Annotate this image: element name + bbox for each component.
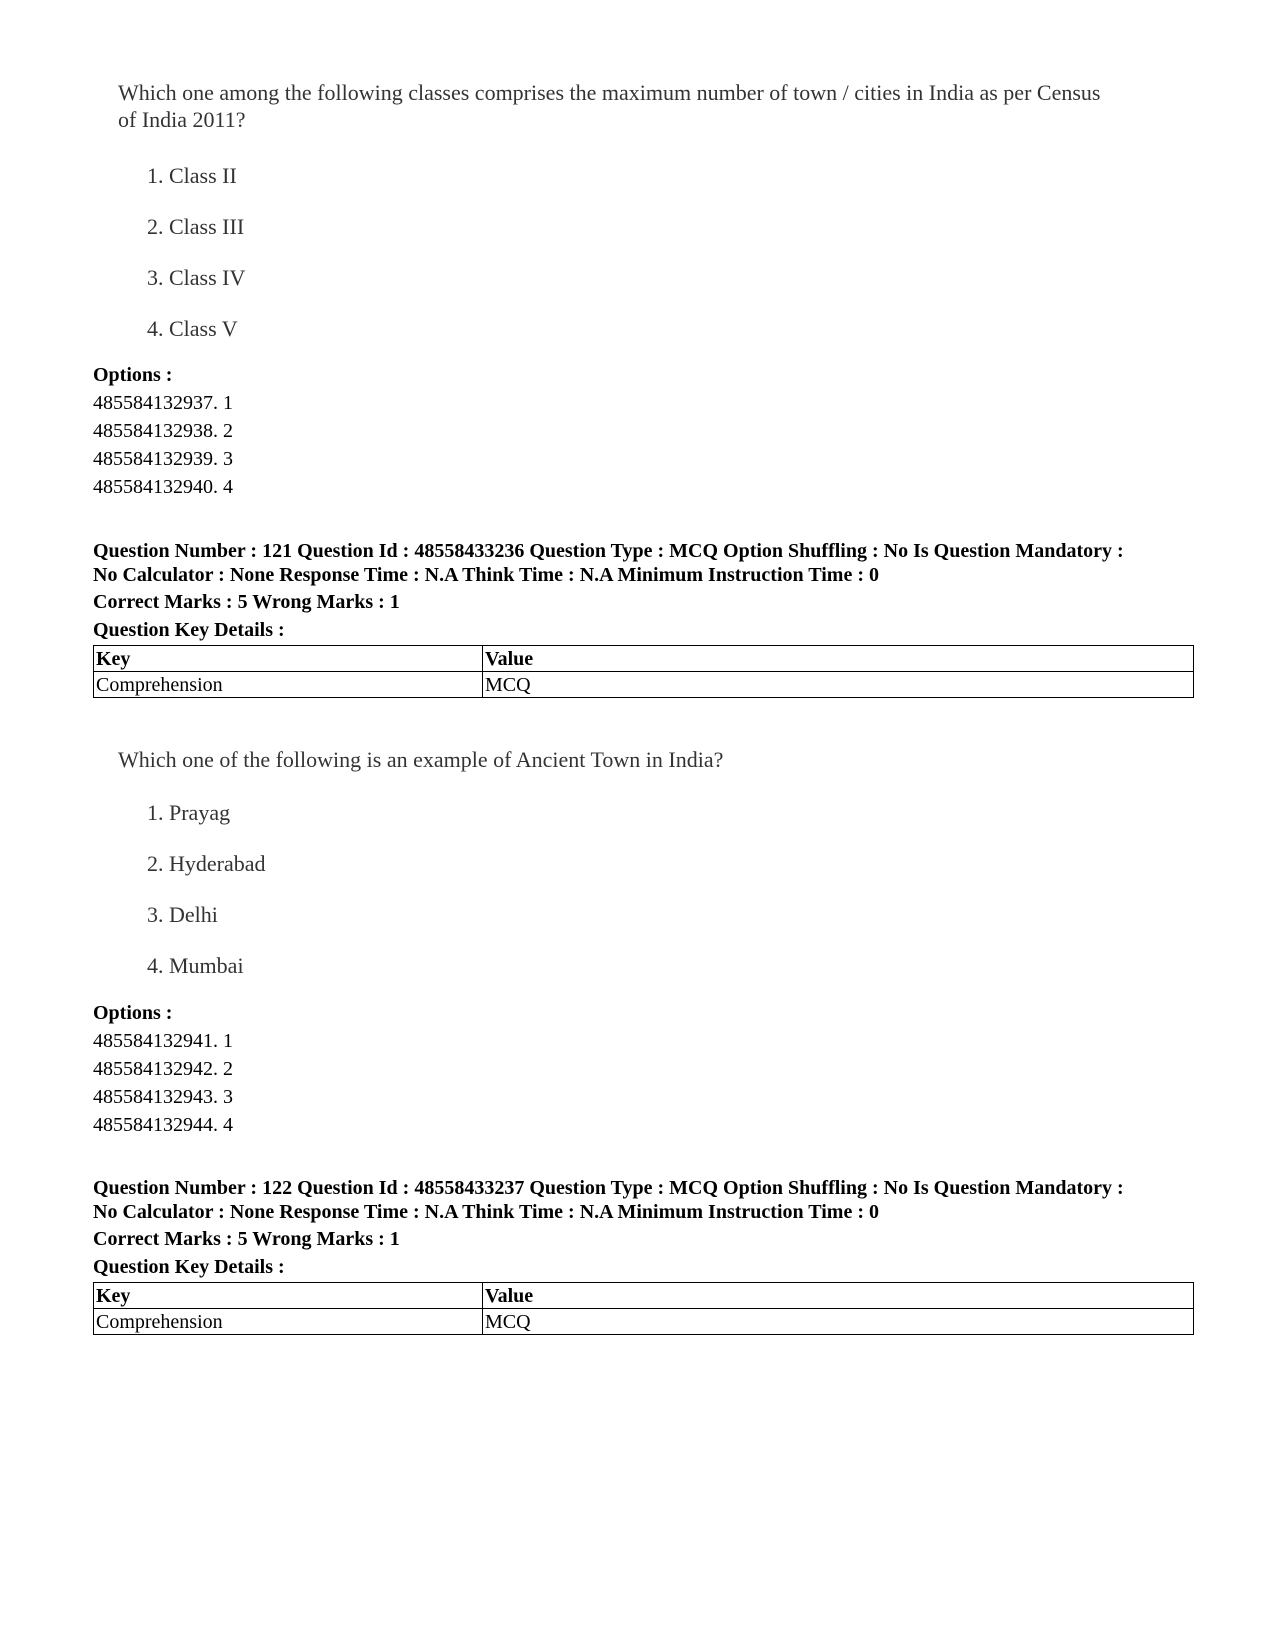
option-id: 485584132937. 1 [93, 392, 233, 414]
table-cell: MCQ [483, 1309, 1194, 1335]
option-id: 485584132942. 2 [93, 1058, 233, 1080]
option-id: 485584132944. 4 [93, 1114, 233, 1136]
table-cell: Comprehension [94, 1309, 483, 1335]
table-header-row [94, 646, 1194, 672]
question-meta-line: Question Number : 122 Question Id : 48558433237 Question Type : MCQ Option Shuffling : No Is Question Mandatory : [93, 1177, 1124, 1199]
question-option: 3. Delhi [147, 902, 218, 927]
table-cell: MCQ [483, 672, 1194, 698]
question-text: Which one among the following classes comprises the maximum number of town / cities in India as per Census of India 2011? [118, 80, 1101, 132]
question-option: 4. Class V [147, 316, 238, 341]
question-option: 4. Mumbai [147, 953, 244, 978]
question-meta-line: No Calculator : None Response Time : N.A Think Time : N.A Minimum Instruction Time : 0 [93, 1201, 879, 1223]
table-header-key: Key [94, 1283, 483, 1309]
question-meta [93, 1176, 1193, 1224]
question-option: 1. Class II [147, 163, 237, 188]
marks-line: Correct Marks : 5 Wrong Marks : 1 [93, 1228, 400, 1250]
table-header-value: Value [483, 646, 1194, 672]
table-header-row [94, 1283, 1194, 1309]
key-details-heading: Question Key Details : [93, 1256, 285, 1278]
option-id: 485584132939. 3 [93, 448, 233, 470]
table-cell: Comprehension [94, 672, 483, 698]
key-details-heading: Question Key Details : [93, 619, 285, 641]
option-id: 485584132941. 1 [93, 1030, 233, 1052]
question-meta-line: Question Number : 121 Question Id : 48558433236 Question Type : MCQ Option Shuffling : No Is Question Mandatory : [93, 540, 1124, 562]
question-option: 2. Class III [147, 214, 245, 239]
table-row [94, 672, 1194, 698]
option-id: 485584132940. 4 [93, 476, 233, 498]
options-heading: Options : [93, 364, 173, 386]
option-id: 485584132943. 3 [93, 1086, 233, 1108]
table-header-key: Key [94, 646, 483, 672]
question-text: Which one of the following is an example of Ancient Town in India? [118, 747, 724, 772]
key-details-table [93, 645, 1194, 698]
question-meta-line: No Calculator : None Response Time : N.A Think Time : N.A Minimum Instruction Time : 0 [93, 564, 879, 586]
options-heading: Options : [93, 1002, 173, 1024]
question-option: 2. Hyderabad [147, 851, 266, 876]
option-id: 485584132938. 2 [93, 420, 233, 442]
marks-line: Correct Marks : 5 Wrong Marks : 1 [93, 591, 400, 613]
table-header-value: Value [483, 1283, 1194, 1309]
table-row [94, 1309, 1194, 1335]
question-meta [93, 539, 1193, 587]
question-option: 1. Prayag [147, 800, 231, 825]
question-option: 3. Class IV [147, 265, 246, 290]
key-details-table [93, 1282, 1194, 1335]
